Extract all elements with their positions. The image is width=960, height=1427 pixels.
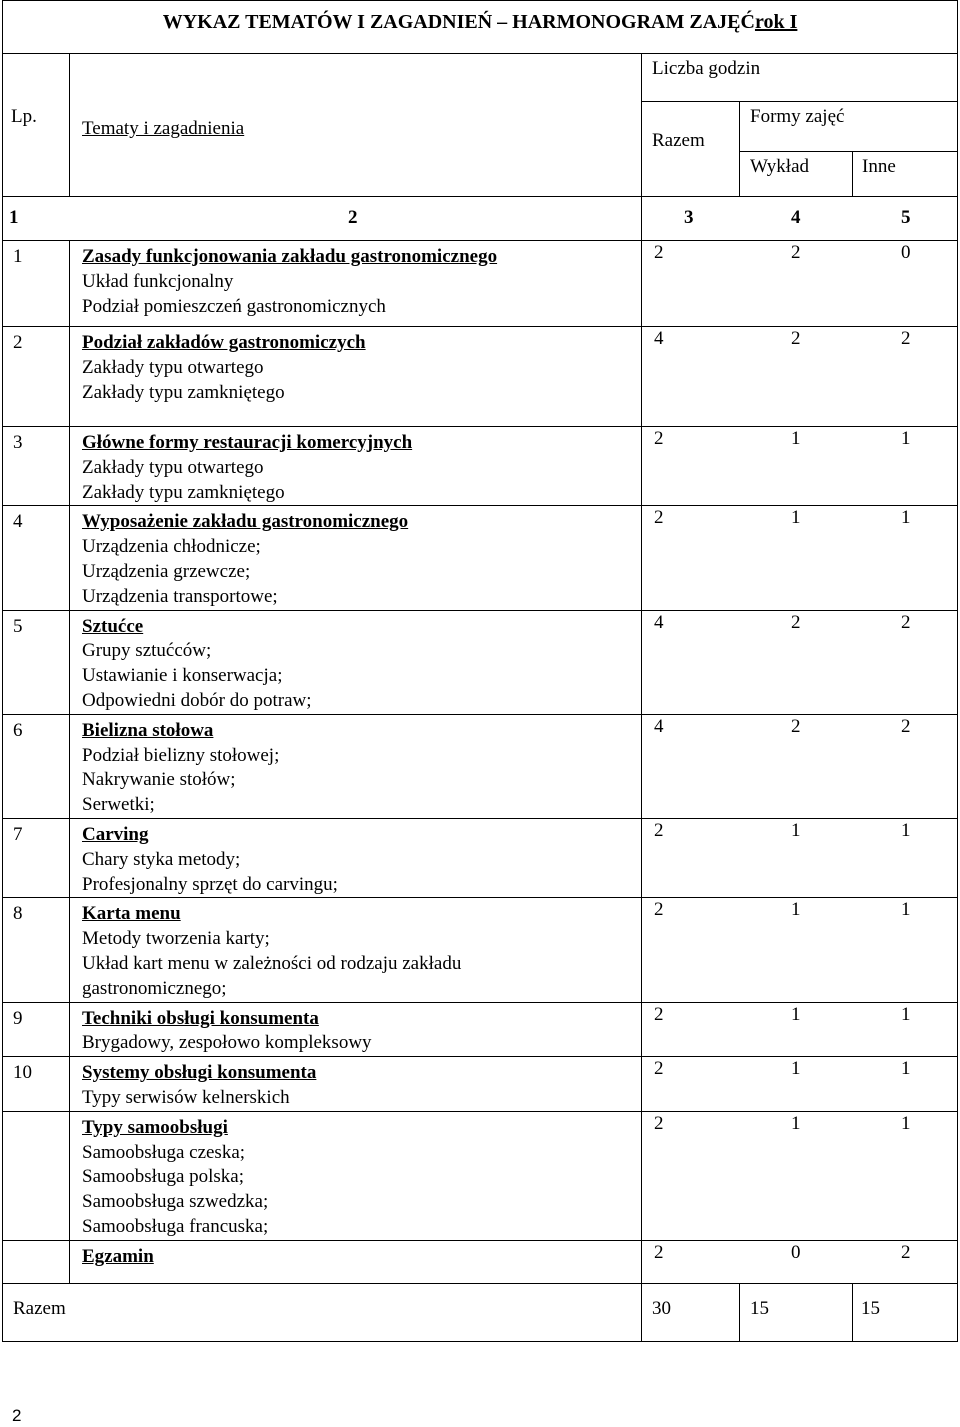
row-hours (642, 1002, 958, 1057)
table-row (3, 1240, 958, 1283)
table-row (3, 241, 958, 327)
hours-lecture: 1 (791, 1112, 801, 1134)
row-hours (642, 714, 958, 818)
row-topic (70, 241, 642, 327)
hours-other: 1 (901, 1112, 911, 1134)
topic-item: Typy serwisów kelnerskich (82, 1086, 290, 1108)
hours-total: 4 (654, 611, 664, 633)
hours-other: 2 (901, 328, 911, 349)
topic-item: Podział bielizny stołowej; (82, 744, 280, 766)
hours-lecture: 2 (791, 611, 801, 633)
row-hours (642, 506, 958, 610)
hours-total: 4 (654, 715, 664, 737)
column-numbers-left: 1 2 (3, 197, 642, 241)
hours-total: 2 (654, 1241, 664, 1263)
row-hours (642, 898, 958, 1002)
row-topic (70, 1111, 642, 1240)
hours-total: 2 (654, 1058, 664, 1080)
hours-other: 1 (901, 1058, 911, 1080)
topic-item: Metody tworzenia karty; (82, 928, 270, 950)
topic-heading: Podział zakładów gastronomiczych (82, 332, 366, 353)
row-lp: 1 (3, 241, 70, 327)
table-row (3, 714, 958, 818)
row-topic (70, 818, 642, 897)
header-other: Inne (853, 152, 958, 197)
row-topic (70, 427, 642, 506)
topic-heading: Egzamin (82, 1245, 154, 1267)
topic-item: Zakłady typu otwartego (82, 456, 264, 478)
topic-item: Układ kart menu w zależności od rodzaju zakładu (82, 952, 462, 974)
row-topic (70, 1057, 642, 1112)
row-topic (70, 898, 642, 1002)
hours-lecture: 2 (791, 242, 801, 263)
topic-item: Ustawianie i konserwacja; (82, 665, 283, 687)
row-lp: 7 (3, 818, 70, 897)
row-lp: 6 (3, 714, 70, 818)
topic-item: Zakłady typu zamkniętego (82, 481, 285, 503)
table-row (3, 327, 958, 427)
row-lp: 8 (3, 898, 70, 1002)
topic-item: Serwetki; (82, 794, 155, 816)
row-lp: 10 (3, 1057, 70, 1112)
topic-heading: Carving (82, 823, 149, 845)
row-hours (642, 1057, 958, 1112)
topic-heading: Typy samoobsługi (82, 1116, 228, 1138)
row-lp (3, 1240, 70, 1283)
page-number: 2 (12, 1406, 22, 1425)
topic-item: Odpowiedni dobór do potraw; (82, 689, 312, 711)
row-lp: 4 (3, 506, 70, 610)
topic-item: Urządzenia grzewcze; (82, 560, 251, 582)
hours-other: 0 (901, 242, 911, 263)
hours-total: 2 (654, 1112, 664, 1134)
row-hours (642, 610, 958, 714)
hours-total: 4 (654, 328, 664, 349)
table-row (3, 1057, 958, 1112)
topic-item: Urządzenia transportowe; (82, 585, 278, 607)
hours-total: 2 (654, 899, 664, 921)
topic-heading: Wyposażenie zakładu gastronomicznego (82, 511, 409, 533)
topic-item: Samoobsługa polska; (82, 1166, 245, 1188)
hours-lecture: 2 (791, 715, 801, 737)
row-topic (70, 1002, 642, 1057)
hours-total: 2 (654, 242, 664, 263)
topic-item: Brygadowy, zespołowo kompleksowy (82, 1032, 372, 1054)
row-lp (3, 1111, 70, 1240)
hours-other: 1 (901, 899, 911, 921)
table-row (3, 427, 958, 506)
topic-item: Grupy sztućców; (82, 640, 212, 662)
row-topic (70, 610, 642, 714)
table-row (3, 818, 958, 897)
row-lp: 9 (3, 1002, 70, 1057)
table-row (3, 506, 958, 610)
row-hours (642, 1111, 958, 1240)
summary-total: 30 (642, 1283, 740, 1341)
topic-item: Podział pomieszczeń gastronomicznych (82, 295, 386, 317)
summary-label: Razem (3, 1283, 642, 1341)
hours-other: 2 (901, 611, 911, 633)
hours-total: 2 (654, 507, 664, 529)
hours-other: 1 (901, 507, 911, 529)
hours-lecture: 1 (791, 899, 801, 921)
hours-lecture: 1 (791, 428, 801, 449)
row-topic (70, 327, 642, 427)
hours-other: 1 (901, 1003, 911, 1025)
hours-total: 2 (654, 428, 664, 449)
header-forms: Formy zajęć (740, 102, 958, 152)
topic-item: Profesjonalny sprzęt do carvingu; (82, 873, 338, 895)
row-hours (642, 818, 958, 897)
table-row (3, 610, 958, 714)
topic-item: Zakłady typu zamkniętego (82, 381, 285, 403)
hours-lecture: 1 (791, 1058, 801, 1080)
summary-other: 15 (853, 1283, 958, 1341)
header-lp: Lp. (3, 54, 70, 197)
row-topic (70, 714, 642, 818)
row-topic (70, 506, 642, 610)
schedule-table (2, 0, 958, 1342)
topic-heading: Karta menu (82, 903, 181, 925)
topic-item: Chary styka metody; (82, 848, 241, 870)
table-row (3, 1111, 958, 1240)
topic-heading: Główne formy restauracji komercyjnych (82, 432, 413, 453)
topic-item: Nakrywanie stołów; (82, 769, 236, 791)
row-lp: 3 (3, 427, 70, 506)
document-title: WYKAZ TEMATÓW I ZAGADNIEŃ – HARMONOGRAM ZAJĘĆrok I (3, 1, 958, 54)
header-topics: Tematy i zagadnienia (70, 54, 642, 197)
table-row (3, 1002, 958, 1057)
topic-heading: Sztućce (82, 615, 144, 637)
topic-heading: Bielizna stołowa (82, 719, 214, 741)
topic-item: gastronomicznego; (82, 977, 227, 999)
row-lp: 5 (3, 610, 70, 714)
topic-item: Samoobsługa francuska; (82, 1215, 269, 1237)
row-hours (642, 241, 958, 327)
hours-lecture: 2 (791, 328, 801, 349)
column-numbers-right: 3 4 5 (642, 197, 958, 241)
topic-heading: Techniki obsługi konsumenta (82, 1007, 319, 1029)
row-hours (642, 1240, 958, 1283)
hours-other: 1 (901, 819, 911, 841)
table-row (3, 898, 958, 1002)
hours-other: 1 (901, 428, 911, 449)
hours-other: 2 (901, 715, 911, 737)
hours-total: 2 (654, 819, 664, 841)
row-topic (70, 1240, 642, 1283)
topic-heading: Zasady funkcjonowania zakładu gastronomicznego (82, 246, 498, 267)
topic-heading: Systemy obsługi konsumenta (82, 1062, 317, 1084)
header-lecture: Wykład (740, 152, 853, 197)
hours-lecture: 1 (791, 507, 801, 529)
topic-item: Samoobsługa czeska; (82, 1141, 246, 1163)
summary-row (3, 1283, 958, 1341)
header-hours: Liczba godzin (642, 54, 958, 102)
summary-lecture: 15 (740, 1283, 853, 1341)
topic-item: Samoobsługa szwedzka; (82, 1191, 269, 1213)
row-lp: 2 (3, 327, 70, 427)
hours-total: 2 (654, 1003, 664, 1025)
header-total: Razem (642, 102, 740, 197)
hours-other: 2 (901, 1241, 911, 1263)
hours-lecture: 1 (791, 1003, 801, 1025)
hours-lecture: 0 (791, 1241, 801, 1263)
topic-item: Urządzenia chłodnicze; (82, 536, 261, 558)
topic-item: Układ funkcjonalny (82, 270, 234, 292)
hours-lecture: 1 (791, 819, 801, 841)
row-hours (642, 327, 958, 427)
topic-item: Zakłady typu otwartego (82, 356, 264, 378)
row-hours (642, 427, 958, 506)
